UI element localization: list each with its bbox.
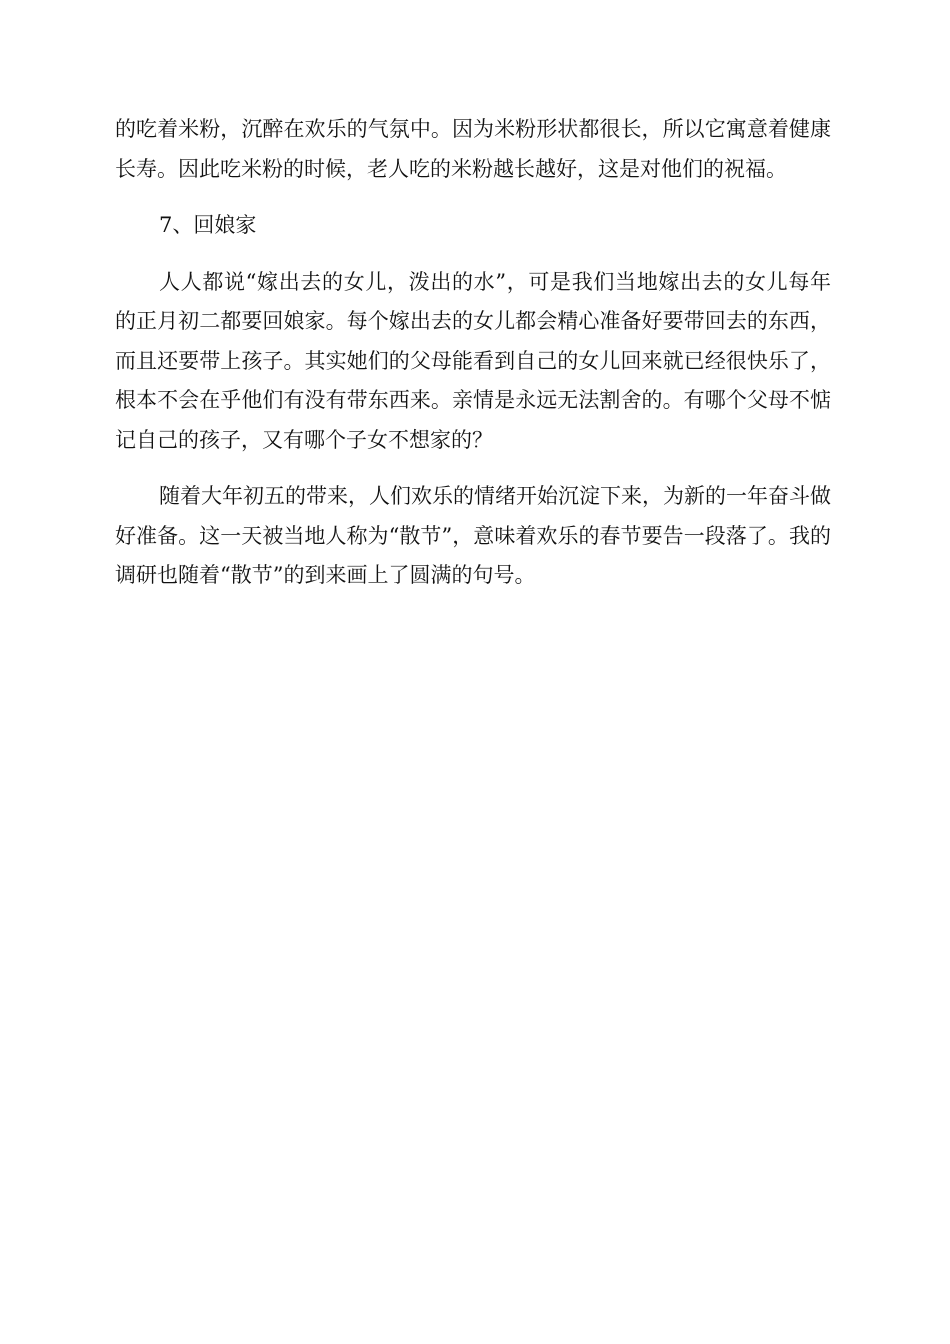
paragraph-conclusion: 随着大年初五的带来，人们欢乐的情绪开始沉淀下来，为新的一年奋斗做好准备。这一天被当地人称为“散节”，意味着欢乐的春节要告一段落了。我的调研也随着“散节”的到来画上了圆满的句号。 (115, 484, 831, 587)
document-body (115, 110, 831, 613)
paragraph-return-home: 人人都说“嫁出去的女儿，泼出的水”，可是我们当地嫁出去的女儿每年的正月初二都要回娘家。每个嫁出去的女儿都会精心准备好要带回去的东西，而且还要带上孩子。其实她们的父母能看到自己的女儿回来就已经很快乐了，根本不会在乎他们有没有带东西来。亲情是永远无法割舍的。有哪个父母不惦记自己的孩子，又有哪个子女不想家的？ (115, 269, 831, 452)
paragraph-rice-noodles-continuation: 的吃着米粉，沉醉在欢乐的气氛中。因为米粉形状都很长，所以它寓意着健康长寿。因此吃米粉的时候，老人吃的米粉越长越好，这是对他们的祝福。 (115, 117, 831, 181)
section-heading-return-home: 7、回娘家 (159, 213, 257, 237)
